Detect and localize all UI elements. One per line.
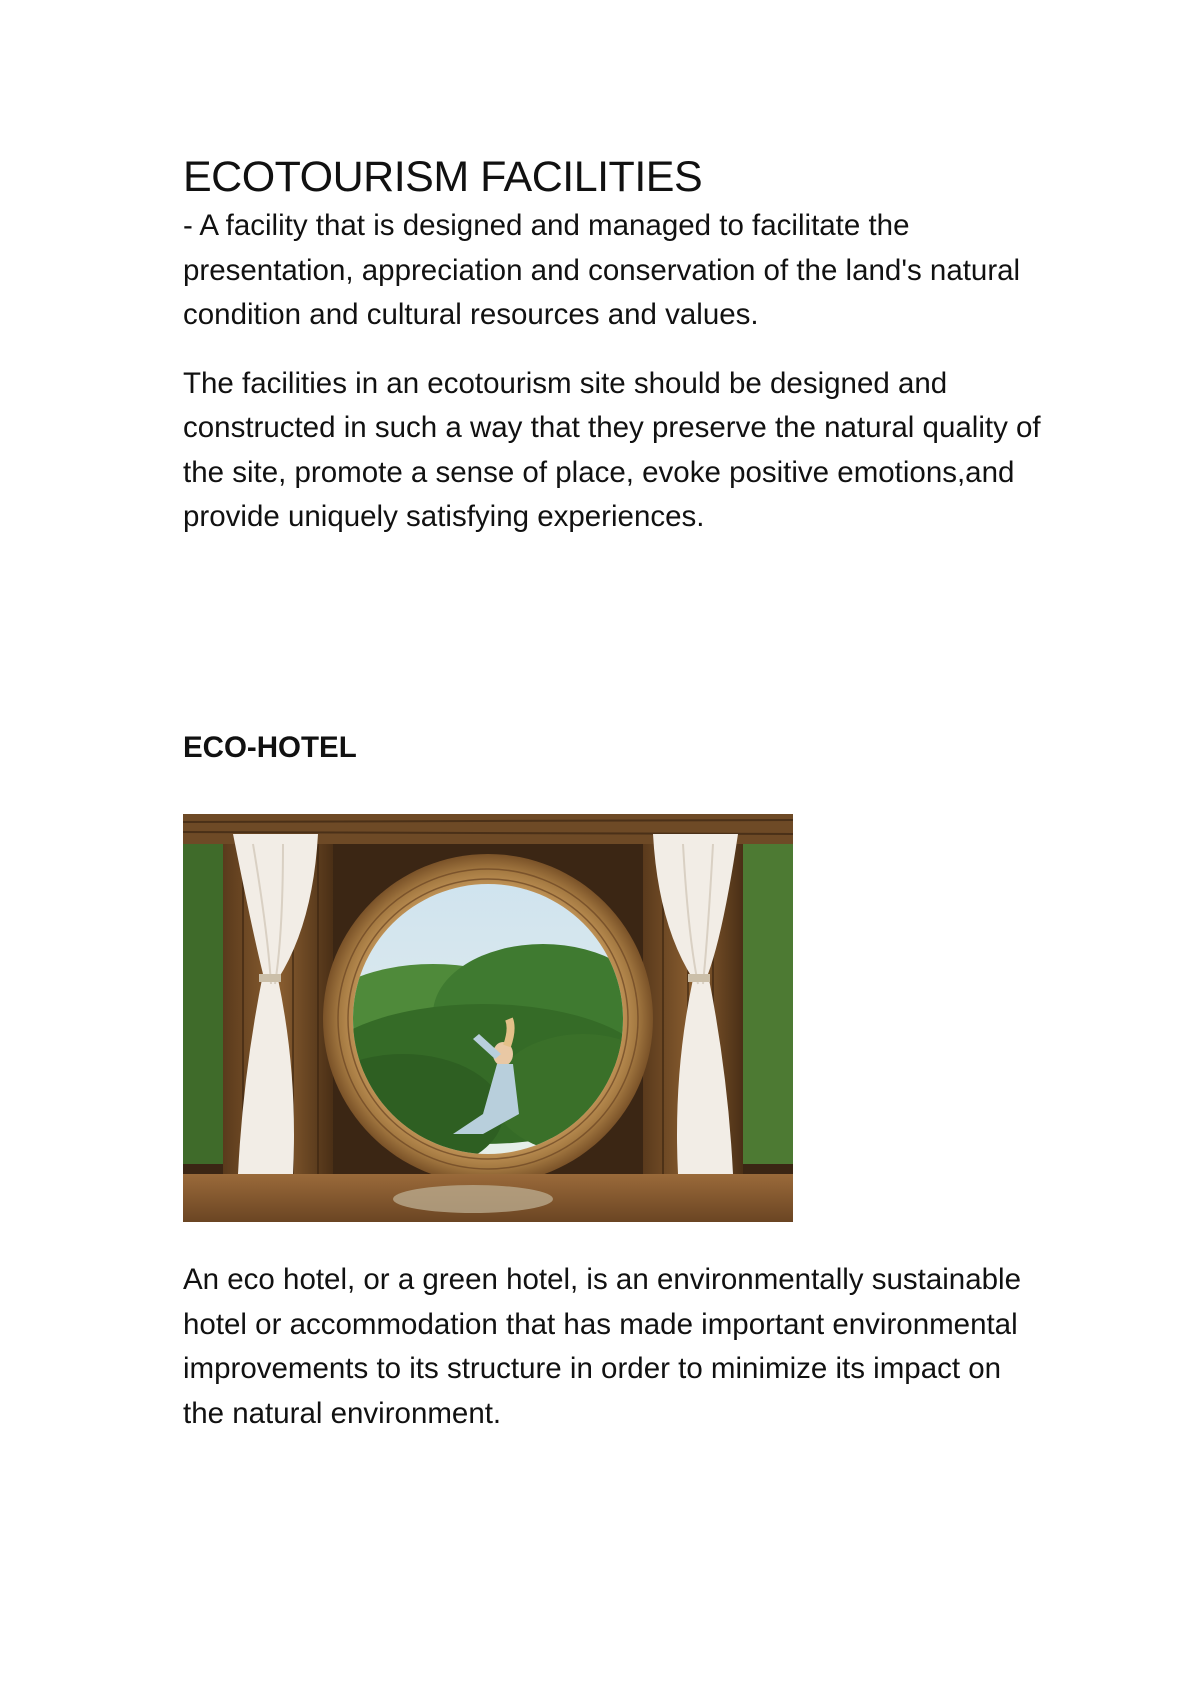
eco-hotel-photo <box>183 814 793 1222</box>
eco-hotel-paragraph: An eco hotel, or a green hotel, is an environmentally sustainable hotel or accommodation that has made important environmental improvements to its structure in order to minimize its impact on the natural environment. <box>183 1263 1021 1430</box>
facilities-paragraph: The facilities in an ecotourism site should be designed and constructed in such a way that they preserve the natural quality of the site, promote a sense of place, evoke positive emotions,and provide uniquely satisfying experiences. <box>183 366 1041 533</box>
document-page <box>183 150 1043 1430</box>
eco-hotel-heading: ECO-HOTEL <box>183 731 357 764</box>
definition-paragraph: - A facility that is designed and managed to facilitate the presentation, appreciation and conservation of the land's natural condition and cultural resources and values. <box>183 209 1021 331</box>
page-title: ECOTOURISM FACILITIES <box>183 153 703 201</box>
